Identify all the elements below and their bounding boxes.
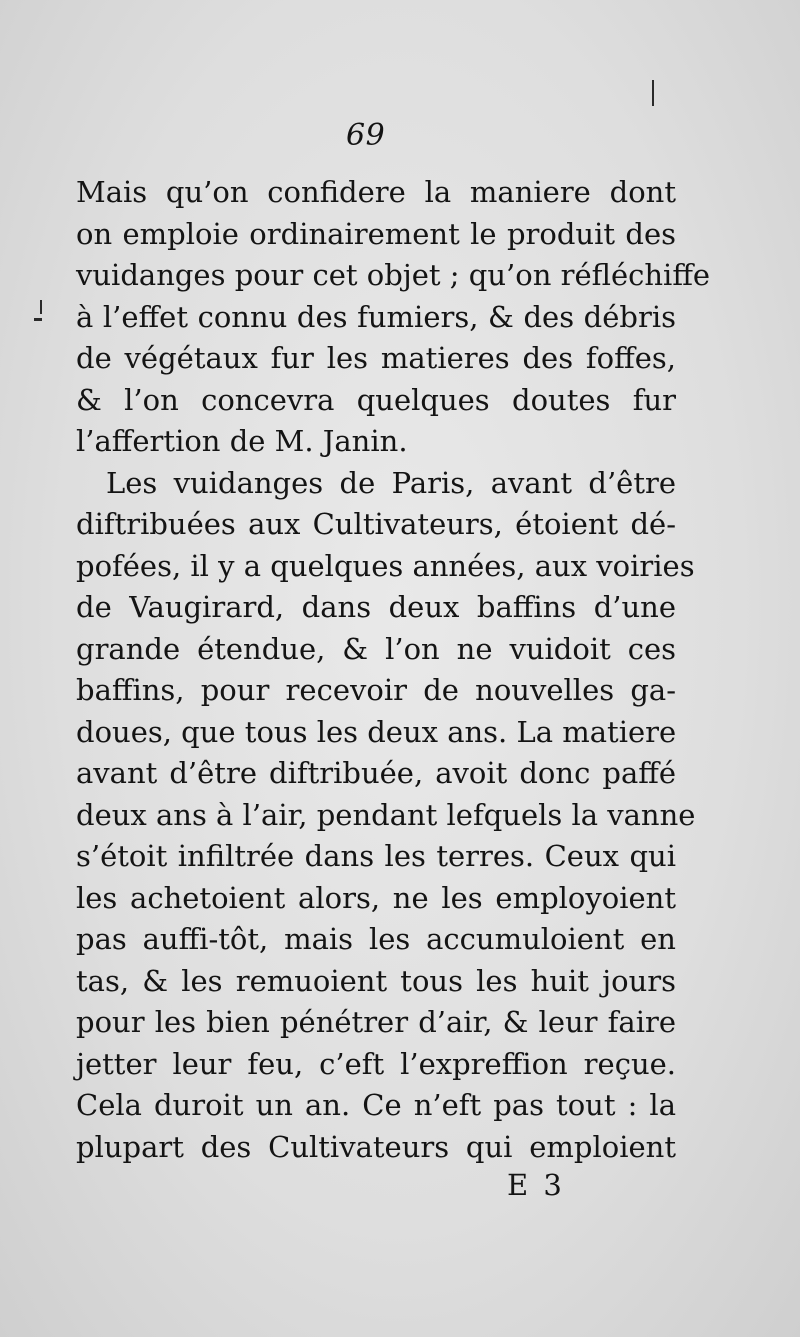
text-line: baffins, pour recevoir de nouvelles ga-	[76, 673, 676, 707]
text-line: vuidanges pour cet objet ; qu’on réfléchiffe	[76, 258, 711, 292]
text-line: jetter leur feu, c’eft l’expreffion reçue.	[76, 1046, 676, 1081]
page-number: 69	[346, 118, 386, 153]
text-line: pour les bien pénétrer d’air, & leur faire	[76, 1005, 676, 1039]
ink-mark	[40, 300, 42, 314]
ink-mark	[34, 318, 42, 321]
text-line: pas auffi-tôt, mais les accumuloient en	[76, 922, 676, 956]
text-line: Les vuidanges de Paris, avant d’être	[106, 465, 676, 500]
text-line: pofées, il y a quelques années, aux voiries	[76, 548, 695, 583]
text-line: deux ans à l’air, pendant lefquels la vanne	[76, 797, 696, 832]
text-line: avant d’être diftribuée, avoit donc paffé	[76, 756, 676, 790]
text-line: Cela duroit un an. Ce n’eft pas tout : la	[76, 1088, 676, 1122]
text-line: grande étendue, & l’on ne vuidoit ces	[76, 631, 676, 666]
text-line: à l’effet connu des fumiers, & des débris	[76, 299, 676, 334]
body-text	[76, 172, 711, 1168]
ink-mark	[652, 80, 654, 106]
text-line: de Vaugirard, dans deux baffins d’une	[76, 590, 676, 624]
text-line: plupart des Cultivateurs qui emploient	[76, 1129, 676, 1164]
signature-mark: E 3	[507, 1168, 565, 1202]
text-line: & l’on concevra quelques doutes fur	[76, 382, 676, 417]
text-line: on emploie ordinairement le produit des	[76, 216, 676, 251]
text-line: de végétaux fur les matieres des foffes,	[76, 341, 676, 375]
text-line: les achetoient alors, ne les employoient	[76, 880, 676, 915]
text-line: l’affertion de M. Janin.	[76, 424, 408, 458]
text-line: doues, que tous les deux ans. La matiere	[76, 714, 677, 749]
text-line: s’étoit infiltrée dans les terres. Ceux qui	[76, 839, 676, 873]
text-line: Mais qu’on confidere la maniere dont	[76, 175, 676, 209]
text-line: diftribuées aux Cultivateurs, étoient dé-	[76, 507, 676, 541]
text-line: tas, & les remuoient tous les huit jours	[76, 963, 676, 998]
